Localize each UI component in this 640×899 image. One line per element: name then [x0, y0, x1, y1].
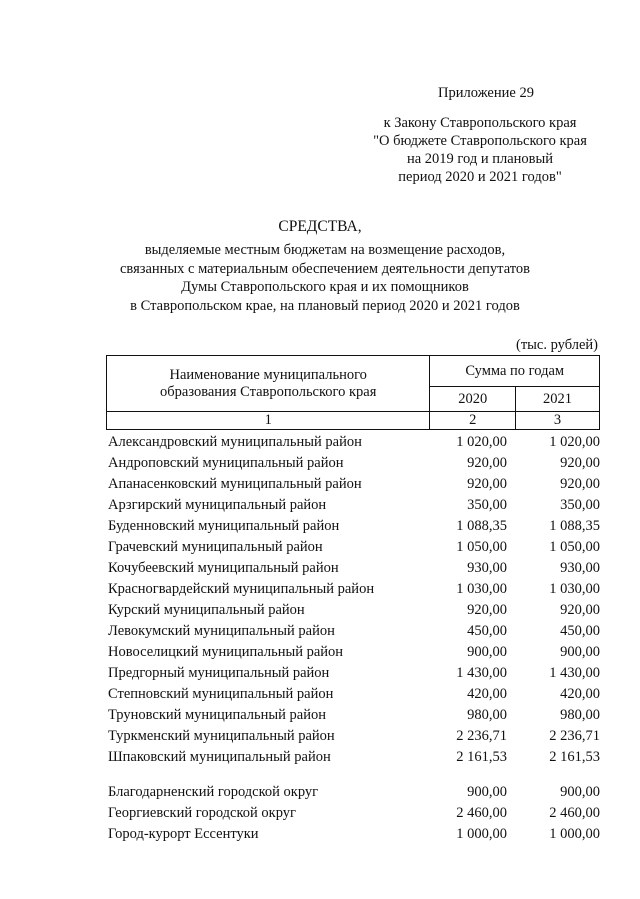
value-2021: 920,00: [560, 602, 600, 618]
value-2021: 2 236,71: [549, 728, 600, 744]
municipality-name: Предгорный муниципальный район: [108, 665, 330, 681]
table-row: [108, 705, 600, 726]
column-number-2: 2: [430, 412, 516, 430]
value-2020: 900,00: [467, 644, 507, 660]
municipality-name: Георгиевский городской округ: [108, 805, 296, 821]
table-row: [108, 579, 600, 600]
value-2021: 1 030,00: [549, 581, 600, 597]
group-spacer: [108, 768, 600, 782]
value-2020: 450,00: [467, 623, 507, 639]
table-row: [108, 474, 600, 495]
value-2020: 900,00: [467, 784, 507, 800]
subtitle-line: в Ставропольском крае, на плановый период 2020 и 2021 годов: [130, 297, 520, 314]
municipality-name: Грачевский муниципальный район: [108, 539, 323, 555]
column-number-1: 1: [107, 412, 430, 430]
value-2020: 1 020,00: [456, 434, 507, 450]
column-header-2020: 2020: [430, 387, 516, 412]
table-row: [108, 803, 600, 824]
table-row: [108, 642, 600, 663]
table-row: [108, 663, 600, 684]
table-row: [108, 453, 600, 474]
value-2020: 920,00: [467, 602, 507, 618]
appendix-law-line: к Закону Ставропольского края: [383, 115, 577, 131]
value-2020: 1 088,35: [456, 518, 507, 534]
value-2020: 1 000,00: [456, 826, 507, 842]
value-2021: 1 000,00: [549, 826, 600, 842]
table-row: [108, 782, 600, 803]
value-2020: 920,00: [467, 476, 507, 492]
municipality-name: Курский муниципальный район: [108, 602, 305, 618]
subtitle-line: выделяемые местным бюджетам на возмещение расходов,: [144, 242, 506, 258]
table-row: [108, 747, 600, 768]
value-2021: 900,00: [560, 644, 600, 660]
value-2021: 2 460,00: [549, 805, 600, 821]
value-2020: 2 161,53: [456, 749, 507, 765]
value-2021: 450,00: [560, 623, 600, 639]
municipality-name: Кочубеевский муниципальный район: [108, 560, 339, 576]
appendix-number: Приложение 29: [438, 85, 534, 101]
value-2020: 350,00: [467, 497, 507, 513]
municipality-name: Степновский муниципальный район: [108, 686, 334, 702]
value-2020: 420,00: [467, 686, 507, 702]
value-2021: 2 161,53: [549, 749, 600, 765]
table-body: [108, 432, 600, 845]
value-2021: 1 050,00: [549, 539, 600, 555]
municipality-name: Шпаковский муниципальный район: [108, 749, 331, 765]
appendix-law-line: на 2019 год и плановый: [406, 151, 554, 167]
table-row: [108, 824, 600, 845]
value-2021: 980,00: [560, 707, 600, 723]
municipality-name: Александровский муниципальный район: [108, 434, 362, 450]
appendix-law-line: период 2020 и 2021 годов": [398, 169, 562, 185]
municipality-name: Благодарненский городской округ: [108, 784, 319, 800]
value-2021: 1 020,00: [549, 434, 600, 450]
value-2021: 350,00: [560, 497, 600, 513]
districts-group: [108, 432, 600, 768]
value-2020: 2 460,00: [456, 805, 507, 821]
table-row: [108, 537, 600, 558]
table-header: [106, 355, 600, 430]
municipality-name: Андроповский муниципальный район: [108, 455, 344, 471]
appendix-law-line: "О бюджете Ставропольского края: [373, 133, 587, 149]
value-2020: 920,00: [467, 455, 507, 471]
municipality-name: Город-курорт Ессентуки: [108, 826, 259, 842]
municipality-name: Апанасенковский муниципальный район: [108, 476, 362, 492]
table-row: [108, 684, 600, 705]
value-2021: 420,00: [560, 686, 600, 702]
value-2021: 1 088,35: [549, 518, 600, 534]
municipality-name: Новоселицкий муниципальный район: [108, 644, 344, 660]
subtitle-line: Думы Ставропольского края и их помощников: [181, 279, 469, 295]
column-header-2021: 2021: [516, 387, 600, 412]
table-row: [108, 600, 600, 621]
column-header-name: Наименование муниципального образования Ставропольского края: [107, 356, 430, 412]
value-2020: 1 050,00: [456, 539, 507, 555]
column-header-sum: Сумма по годам: [430, 356, 600, 387]
value-2021: 930,00: [560, 560, 600, 576]
column-number-3: 3: [516, 412, 600, 430]
municipality-name: Левокумский муниципальный район: [108, 623, 335, 639]
table-row: [108, 495, 600, 516]
table-row: [108, 432, 600, 453]
subtitle-line: связанных с материальным обеспечением деятельности депутатов: [119, 260, 530, 277]
value-2020: 980,00: [467, 707, 507, 723]
municipality-name: Буденновский муниципальный район: [108, 518, 340, 534]
table-row: [108, 726, 600, 747]
value-2020: 1 430,00: [456, 665, 507, 681]
table-row: [108, 621, 600, 642]
appendix-block: [360, 84, 600, 186]
document-heading: СРЕДСТВА,: [278, 218, 362, 235]
table-row: [108, 516, 600, 537]
municipality-name: Туркменский муниципальный район: [108, 728, 335, 744]
value-2021: 900,00: [560, 784, 600, 800]
value-2021: 1 430,00: [549, 665, 600, 681]
municipality-name: Труновский муниципальный район: [108, 707, 326, 723]
value-2021: 920,00: [560, 476, 600, 492]
value-2021: 920,00: [560, 455, 600, 471]
table-row: [108, 558, 600, 579]
municipality-name: Красногвардейский муниципальный район: [108, 581, 375, 597]
document-subtitle: [100, 241, 550, 315]
value-2020: 1 030,00: [456, 581, 507, 597]
value-2020: 930,00: [467, 560, 507, 576]
okrugs-group: [108, 782, 600, 845]
value-2020: 2 236,71: [456, 728, 507, 744]
units-label: (тыс. рублей): [516, 337, 598, 353]
municipality-name: Арзгирский муниципальный район: [108, 497, 327, 513]
